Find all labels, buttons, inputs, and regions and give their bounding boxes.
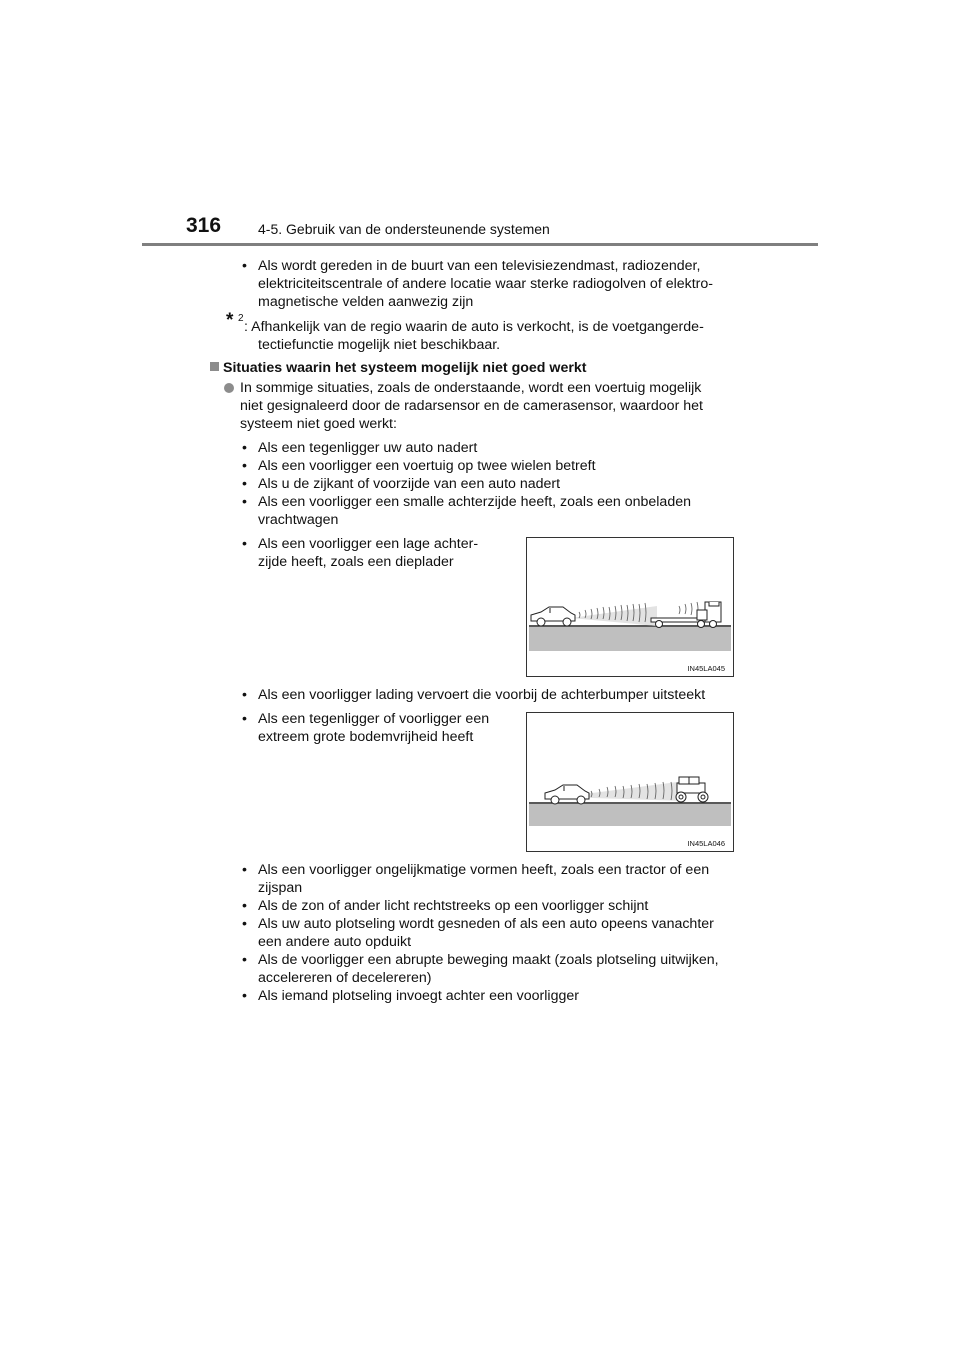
footnote-line-2: tectiefunctie mogelijk niet beschikbaar. — [258, 337, 501, 353]
figure-low-trailer — [526, 537, 734, 677]
bullet-marker: • — [242, 458, 247, 474]
bullet-high-clearance-line-2: extreem grote bodemvrijheid heeft — [258, 729, 474, 745]
square-bullet-icon — [210, 362, 219, 371]
bullet-abrupt-movement-line-2: accelereren of decelereren) — [258, 970, 432, 986]
top-bullet-line-2: elektriciteitscentrale of andere locatie waar sterke radiogolven of elektro- — [258, 276, 714, 292]
section-heading-text: Situaties waarin het systeem mogelijk niet goed werkt — [223, 360, 587, 376]
bullet-sunlight: Als de zon of ander licht rechtstreeks op een voorligger schijnt — [258, 898, 649, 914]
bullet-marker: • — [242, 862, 247, 878]
top-bullet-line-1: Als wordt gereden in de buurt van een televisiezendmast, radiozender, — [258, 258, 701, 274]
top-bullet-line-3: magnetische velden aanwezig zijn — [258, 294, 474, 310]
section-title: 4-5. Gebruik van de ondersteunende systemen — [258, 221, 550, 237]
bullet-irregular-shape-line-1: Als een voorligger ongelijkmatige vormen heeft, zoals een tractor of een — [258, 862, 710, 878]
bullet-marker: • — [242, 898, 247, 914]
figure-1-label: IN45LA045 — [687, 664, 725, 673]
bullet-marker: • — [242, 494, 247, 510]
bullet-marker: • — [242, 258, 247, 274]
bullet-marker: • — [242, 988, 247, 1004]
figure-high-clearance — [526, 712, 734, 852]
section-heading — [210, 360, 586, 376]
bullet-marker: • — [242, 916, 247, 932]
footnote-number: 2 — [238, 313, 244, 324]
bullet-cut-in-line-2: een andere auto opduikt — [258, 934, 412, 950]
bullet-merge-behind: Als iemand plotseling invoegt achter een voorligger — [258, 988, 579, 1004]
bullet-cut-in-line-1: Als uw auto plotseling wordt gesneden of als een auto opeens vanachter — [258, 916, 714, 932]
figure-2-label: IN45LA046 — [687, 839, 725, 848]
bullet-marker: • — [242, 952, 247, 968]
header-divider — [142, 243, 818, 246]
bullet-marker: • — [242, 476, 247, 492]
bullet-low-rear-line-2: zijde heeft, zoals een dieplader — [258, 554, 454, 570]
bullet-marker: • — [242, 687, 247, 703]
bullet-narrow-rear-line-1: Als een voorligger een smalle achterzijde heeft, zoals een onbeladen — [258, 494, 691, 510]
footnote-line-1: : Afhankelijk van de regio waarin de auto is verkocht, is de voetgangerde- — [244, 319, 704, 335]
page-number: 316 — [186, 214, 222, 237]
bullet-oncoming-vehicle: Als een tegenligger uw auto nadert — [258, 440, 478, 456]
bullet-marker: • — [242, 440, 247, 456]
bullet-narrow-rear-line-2: vrachtwagen — [258, 512, 339, 528]
bullet-low-rear-line-1: Als een voorligger een lage achter- — [258, 536, 479, 552]
bullet-two-wheeler: Als een voorligger een voertuig op twee wielen betreft — [258, 458, 596, 474]
low-trailer-illustration — [527, 538, 733, 676]
intro-line-3: systeem niet goed werkt: — [240, 416, 397, 432]
bullet-marker: • — [242, 711, 247, 727]
bullet-marker: • — [242, 536, 247, 552]
intro-line-1: In sommige situaties, zoals de onderstaande, wordt een voertuig mogelijk — [240, 380, 702, 396]
bullet-irregular-shape-line-2: zijspan — [258, 880, 303, 896]
bullet-protruding-cargo: Als een voorligger lading vervoert die voorbij de achterbumper uitsteekt — [258, 687, 706, 703]
bullet-abrupt-movement-line-1: Als de voorligger een abrupte beweging maakt (zoals plotseling uitwijken, — [258, 952, 719, 968]
high-clearance-illustration — [527, 713, 733, 851]
circle-bullet-icon — [224, 383, 234, 393]
bullet-high-clearance-line-1: Als een tegenligger of voorligger een — [258, 711, 490, 727]
intro-line-2: niet gesignaleerd door de radarsensor en de camerasensor, waardoor het — [240, 398, 703, 414]
footnote-asterisk: * — [226, 310, 234, 331]
bullet-side-front-approach: Als u de zijkant of voorzijde van een auto nadert — [258, 476, 561, 492]
